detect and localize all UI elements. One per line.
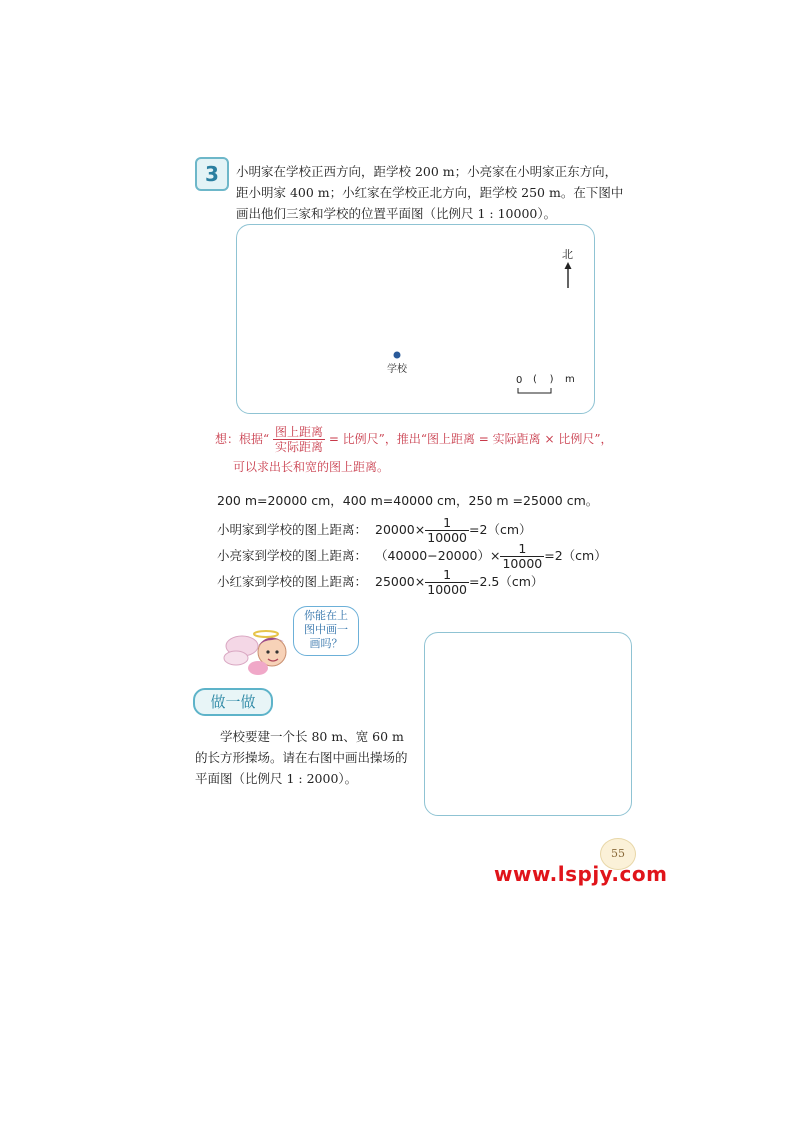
scale-unit: m [565, 374, 575, 385]
row-label: 小亮家到学校的图上距离： [217, 548, 368, 563]
angel-mascot-icon [222, 620, 300, 680]
think-line-1 [215, 425, 635, 454]
unit-conversion: 200 m=20000 cm，400 m=40000 cm，250 m =25000 cm。 [217, 493, 599, 508]
map-drawing-area[interactable] [236, 224, 595, 414]
row-expr: 25000× [375, 574, 426, 589]
problem-number-badge: 3 [195, 157, 229, 191]
fraction-denominator: 实际距离 [274, 440, 323, 454]
problem-line-1: 小明家在学校正西方向，距学校 200 m；小亮家在小明家正东方向， [236, 164, 618, 179]
fraction-numerator: 图上距离 [274, 425, 323, 439]
row-result: =2（cm） [544, 548, 607, 563]
playground-drawing-area[interactable] [424, 632, 632, 816]
row-label: 小红家到学校的图上距离： [217, 574, 368, 589]
fraction-numerator: 1 [500, 542, 544, 557]
row-expr: （40000−20000）× [375, 548, 501, 563]
school-dot [392, 350, 402, 360]
fraction-numerator: 1 [425, 516, 469, 531]
bubble-line-1: 你能在上 [304, 609, 348, 622]
ratio-fraction [273, 425, 325, 454]
school-label: 学校 [387, 364, 407, 375]
think-mid: = 比例尺”，推出“图上距离 = 实际距离 × 比例尺”， [328, 432, 613, 446]
page-number: 55 [600, 838, 636, 870]
solution-row-3 [217, 568, 543, 597]
north-arrow-icon [562, 262, 574, 290]
north-label: 北 [562, 248, 573, 261]
think-line-2: 可以求出长和宽的图上距离。 [233, 460, 390, 474]
watermark-url: www.lspjy.com [494, 862, 668, 886]
row-fraction [425, 516, 469, 545]
exercise-text: 学校要建一个长 80 m、宽 60 m 的长方形操场。请在右图中画出操场的平面图（比例尺 1 : 2000）。 [195, 729, 408, 786]
exercise-tab: 做一做 [193, 688, 273, 716]
solution-row-1 [217, 516, 532, 545]
problem-line-3: 画出他们三家和学校的位置平面图（比例尺 1 : 10000）。 [236, 206, 557, 221]
problem-line-2: 距小明家 400 m；小红家在学校正北方向，距学校 250 m。在下图中 [236, 185, 624, 200]
scale-bar [517, 387, 553, 395]
row-fraction [425, 568, 469, 597]
row-result: =2（cm） [469, 522, 532, 537]
bubble-line-3: 画吗？ [309, 637, 343, 650]
bubble-line-2: 图中画一 [304, 623, 348, 636]
fraction-numerator: 1 [425, 568, 469, 583]
scale-zero: 0 [516, 375, 523, 386]
think-hint [215, 425, 635, 476]
row-expr: 20000× [375, 522, 426, 537]
problem-text [236, 161, 656, 224]
row-label: 小明家到学校的图上距离： [217, 522, 368, 537]
fraction-denominator: 10000 [427, 582, 468, 597]
solution-row-2 [217, 542, 607, 571]
row-fraction [500, 542, 544, 571]
fraction-denominator: 10000 [427, 530, 468, 545]
scale-blank: ( ) [533, 374, 554, 385]
think-prefix: 想：根据“ [215, 432, 270, 446]
speech-bubble [293, 606, 359, 656]
row-result: =2.5（cm） [469, 574, 544, 589]
fraction-denominator: 10000 [502, 556, 543, 571]
